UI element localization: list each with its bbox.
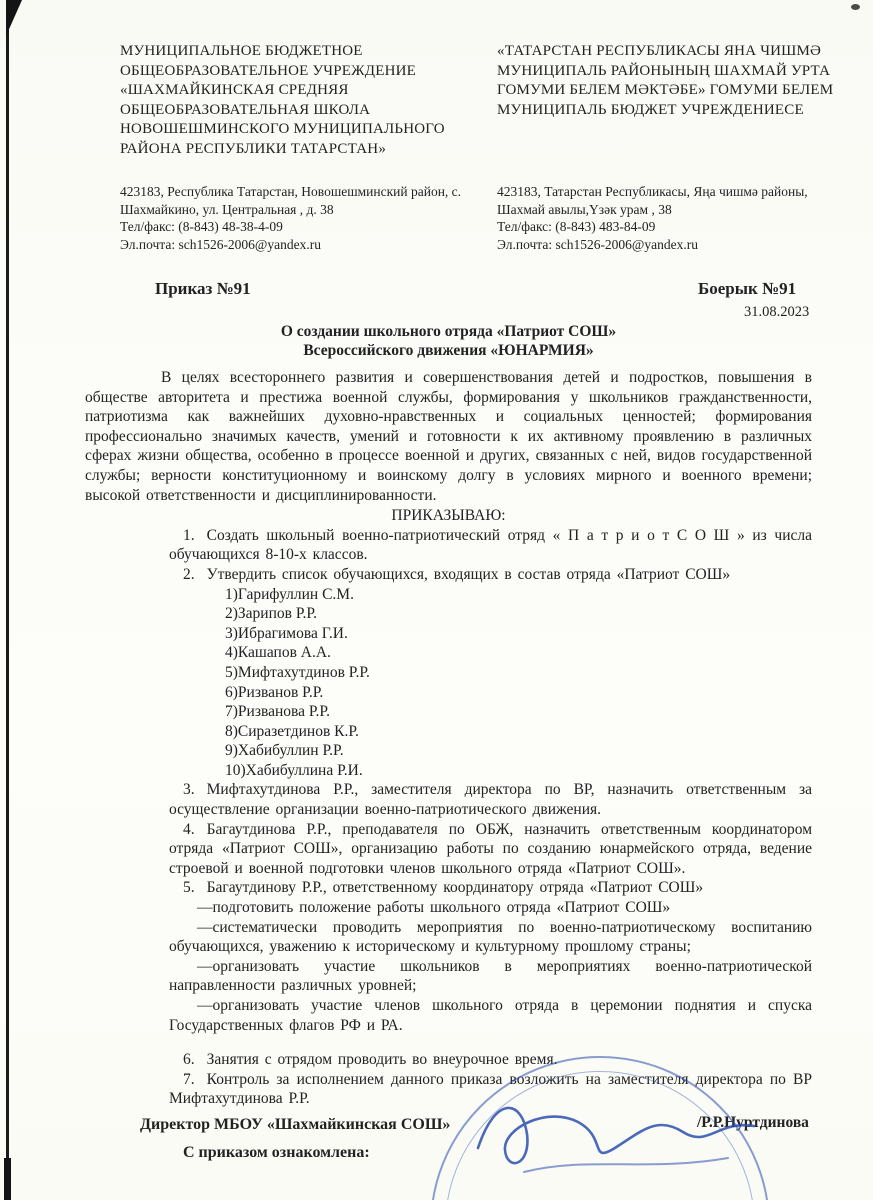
item-text: Создать школьный военно-патриотический отряд « П а т р и о т С О Ш » из числа обучающихся 8-10-х классов. (169, 526, 812, 564)
signature-scribble (466, 1076, 766, 1188)
contacts-tatar (497, 183, 832, 253)
email-line: Эл.почта: sch1526-2006@yandex.ru (497, 236, 698, 252)
order-date: 31.08.2023 (744, 304, 810, 320)
order-item-6 (169, 1050, 812, 1070)
order-number-russian: Приказ №91 (155, 279, 251, 298)
item-number: 6. (183, 1051, 195, 1069)
phone-line: Тел/факс: (8-843) 48-38-4-09 (120, 219, 283, 234)
student-row: 3)Ибрагимова Г.И. (225, 624, 348, 642)
item-number: 7. (183, 1070, 195, 1088)
student-row: 6)Ризванов Р.Р. (225, 683, 324, 701)
acknowledgement-line: С приказом ознакомлена: (183, 1144, 370, 1161)
student-row: 2)Зарипов Р.Р. (225, 605, 317, 623)
order-item-5 (169, 878, 812, 898)
student-row: 1)Гарифуллин С.М. (225, 585, 354, 603)
item-number: 5. (183, 879, 195, 897)
address-line: 423183, Татарстан Республикасы, Яңа чишмә районы, Шахмай авылы,Үзәк урам , 38 (497, 184, 808, 217)
item-text: Багаутдинова Р.Р., преподавателя по ОБЖ, назначить ответственным координатором отряда «Патриот СОШ», организацию работы по созданию юнармейского отряда, ведение строевой и военной подготовки членов школьного отряда «Патриот СОШ». (169, 820, 812, 877)
item-text: Утвердить список обучающихся, входящих в состав отряда «Патриот СОШ» (206, 565, 731, 583)
order-preamble: В целях всестороннего развития и совершенствования детей и подростков, повышения в обществе авторитета и престижа военной службы, формирования у школьников гражданственности, патриотизма как важнейших духовно-нравственных и социальных ценностей; формирования профессионально значимых качеств, умений и готовности к их активному проявлению в различных сферах жизни общества, особенно в процессе военной и других, связанных с ней, видов государственной службы; верности конституционному и воинскому долгу в условиях мирного и военного времени; высокой ответственности и дисциплинированности. (85, 369, 812, 504)
order-item-4 (169, 820, 812, 879)
item-number: 2. (183, 565, 195, 583)
order-item-3 (169, 780, 812, 819)
phone-line: Тел/факс: (8-843) 483-84-09 (497, 219, 656, 234)
student-row: 7)Ризванова Р.Р. (225, 703, 330, 721)
student-row: 4)Кашапов А.А. (225, 644, 331, 662)
director-signature-label: Директор МБОУ «Шахмайкинская СОШ» (140, 1116, 451, 1133)
scan-corner-mark-bottom-left (4, 1158, 11, 1200)
item-number: 3. (183, 781, 195, 799)
item-text: Занятия с отрядом проводить во внеурочное время. (206, 1051, 558, 1069)
student-row: 5)Мифтахутдинов Р.Р. (225, 663, 370, 681)
order-item-1 (169, 526, 812, 565)
order-title-line1: О создании школьного отряда «Патриот СОШ» (280, 323, 617, 340)
scan-dot-top-right (851, 4, 860, 10)
item-number: 4. (183, 820, 195, 838)
order-title-line2: Всероссийского движения «ЮНАРМИЯ» (303, 342, 594, 359)
org-name-tatar: «ТАТАРСТАН РЕСПУБЛИКАСЫ ЯНА ЧИШМӘ МУНИЦИПАЛЬ РАЙОНЫНЫҢ ШАХМАЙ УРТА ГОМУМИ БЕЛЕМ МӘКТӘБЕ» ГОМУМИ БЕЛЕМ МУНИЦИПАЛЬ БЮДЖЕТ УЧРЕЖДЕНИЕСЕ (497, 43, 834, 118)
resolve-word: ПРИКАЗЫВАЮ: (391, 507, 506, 525)
student-row: 10)Хабибуллина Р.И. (225, 761, 363, 779)
director-name: /Р.Р.Нуртдинова (697, 1114, 809, 1131)
item-number: 1. (183, 526, 195, 544)
student-row: 9)Хабибуллин Р.Р. (225, 742, 344, 760)
email-line: Эл.почта: sch1526-2006@yandex.ru (120, 236, 321, 252)
student-row: 8)Сиразетдинов К.Р. (225, 722, 359, 740)
item-5-subpoint-2: —систематически проводить мероприятия по военно-патриотическому воспитанию обучающихся, уважению к историческому и культурному прошлому страны; (169, 918, 812, 956)
student-list (225, 585, 812, 781)
order-title (85, 322, 812, 360)
item-text: Багаутдинову Р.Р., ответственному координатору отряда «Патриот СОШ» (206, 879, 704, 897)
item-text: Контроль за исполнением данного приказа возложить на заместителя директора по ВР Мифтахутдинова Р.Р. (169, 1070, 812, 1108)
contacts-russian (120, 183, 462, 253)
address-line: 423183, Республика Татарстан, Новошешминский район, с. Шахмайкино, ул. Центральная , д. 38 (120, 184, 462, 217)
item-5-subpoint-3: —организовать участие школьников в мероприятиях военно-патриотической направленности различных уровней; (169, 957, 812, 995)
item-5-subpoint-1: —подготовить положение работы школьного отряда «Патриот СОШ» (197, 899, 671, 917)
order-number-tatar: Боерык №91 (698, 279, 797, 298)
org-name-russian: МУНИЦИПАЛЬНОЕ БЮДЖЕТНОЕ ОБЩЕОБРАЗОВАТЕЛЬНОЕ УЧРЕЖДЕНИЕ «ШАХМАЙКИНСКАЯ СРЕДНЯЯ ОБЩЕОБРАЗОВАТЕЛЬНАЯ ШКОЛА НОВОШЕШМИНСКОГО МУНИЦИПАЛЬНОГО РАЙОНА РЕСПУБЛИКИ ТАТАРСТАН» (120, 43, 445, 157)
item-5-subpoint-4: —организовать участие членов школьного отряда в церемонии поднятия и спуска Государственных флагов РФ и РА. (169, 997, 812, 1034)
scan-corner-mark-top-left (6, 0, 22, 36)
scan-edge-line (6, 0, 9, 1200)
order-item-2 (169, 565, 812, 585)
order-body (85, 368, 812, 1109)
item-text: Мифтахутдинова Р.Р., заместителя директора по ВР, назначить ответственным за осуществление организации военно-патриотического движения. (169, 781, 812, 819)
